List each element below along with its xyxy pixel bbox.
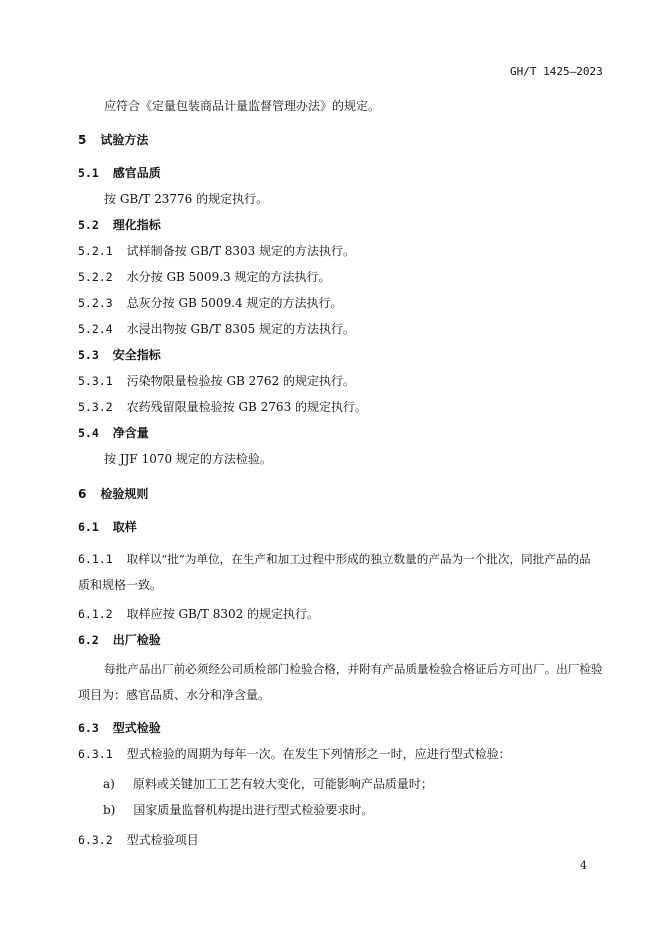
clause-number: 5.2.2 xyxy=(78,270,113,284)
section-number: 6.1 xyxy=(78,520,99,534)
clause-number: 5.3.2 xyxy=(78,400,113,414)
list-marker: a) xyxy=(103,777,115,791)
list-text: 原料或关键加工工艺有较大变化，可能影响产品质量时； xyxy=(132,777,433,791)
clause-text: 型式检验的周期为每年一次。在发生下列情形之一时，应进行型式检验： xyxy=(126,747,511,761)
clause-5-2-4 xyxy=(78,321,355,337)
clause-text: 总灰分按 GB 5009.4 规定的方法执行。 xyxy=(126,296,343,310)
section-number: 5 xyxy=(78,133,87,147)
section-number: 5.4 xyxy=(78,426,99,440)
section-title: 感官品质 xyxy=(112,166,161,180)
clause-number: 5.2.3 xyxy=(78,296,113,310)
section-heading-6-3 xyxy=(78,720,161,736)
clause-text: 水浸出物按 GB/T 8305 规定的方法执行。 xyxy=(126,322,356,336)
clause-5-2-1 xyxy=(78,243,355,259)
list-item-a xyxy=(103,776,433,792)
section-title: 试验方法 xyxy=(100,133,149,147)
section-heading-6 xyxy=(78,486,148,502)
section-heading-5-2 xyxy=(78,217,161,233)
section-heading-6-2 xyxy=(78,632,161,648)
section-title: 安全指标 xyxy=(112,348,161,362)
paragraph: 每批产品出厂前必须经公司质检部门检验合格，并附有产品质量检验合格证后方可出厂。出厂检验 xyxy=(104,662,603,676)
section-heading-5-4 xyxy=(78,425,149,441)
clause-number: 5.2.4 xyxy=(78,322,113,336)
list-item-b xyxy=(103,802,373,818)
section-number: 5.2 xyxy=(78,218,99,232)
clause-number: 5.3.1 xyxy=(78,374,113,388)
clause-number: 6.3.1 xyxy=(78,747,113,761)
clause-number: 6.3.2 xyxy=(78,833,113,847)
clause-number: 6.1.2 xyxy=(78,607,113,621)
clause-text: 水分按 GB 5009.3 规定的方法执行。 xyxy=(126,270,331,284)
section-title: 理化指标 xyxy=(112,218,161,232)
clause-6-3-1 xyxy=(78,746,511,762)
clause-continuation: 质和规格一致。 xyxy=(78,578,163,592)
doc-code-header: GH/T 1425—2023 xyxy=(510,65,603,78)
clause-number: 5.2.1 xyxy=(78,244,113,258)
clause-text: 农药残留限量检验按 GB 2763 的规定执行。 xyxy=(126,400,368,414)
list-text: 国家质量监督机构提出进行型式检验要求时。 xyxy=(133,803,374,817)
section-title: 型式检验 xyxy=(112,721,161,735)
section-title: 取样 xyxy=(112,520,137,534)
section-number: 5.1 xyxy=(78,166,99,180)
list-marker: b) xyxy=(103,803,116,817)
paragraph: 按 JJF 1070 规定的方法检验。 xyxy=(104,452,272,466)
clause-text: 型式检验项目 xyxy=(126,833,199,847)
section-number: 6.2 xyxy=(78,633,99,647)
clause-6-1-2 xyxy=(78,606,319,622)
section-title: 净含量 xyxy=(112,426,149,440)
clause-6-3-2 xyxy=(78,832,199,848)
section-heading-6-1 xyxy=(78,519,137,535)
clause-5-3-1 xyxy=(78,373,355,389)
section-heading-5-1 xyxy=(78,165,161,181)
paragraph: 按 GB/T 23776 的规定执行。 xyxy=(104,192,269,206)
clause-text: 污染物限量检验按 GB 2762 的规定执行。 xyxy=(126,374,356,388)
clause-5-2-3 xyxy=(78,295,342,311)
paragraph: 应符合《定量包装商品计量监督管理办法》的规定。 xyxy=(104,99,381,113)
section-number: 6 xyxy=(78,487,87,501)
clause-5-3-2 xyxy=(78,399,367,415)
section-heading-5-3 xyxy=(78,347,161,363)
section-number: 5.3 xyxy=(78,348,99,362)
clause-5-2-2 xyxy=(78,269,330,285)
paragraph-continuation: 项目为：感官品质、水分和净含量。 xyxy=(78,688,271,702)
page-number: 4 xyxy=(580,859,587,872)
section-title: 出厂检验 xyxy=(112,633,161,647)
section-heading-5 xyxy=(78,132,148,148)
section-title: 检验规则 xyxy=(100,487,149,501)
clause-6-1-1 xyxy=(78,551,591,567)
clause-text: 取样以“批”为单位，在生产和加工过程中形成的独立数量的产品为一个批次，同批产品的品 xyxy=(126,552,591,566)
section-number: 6.3 xyxy=(78,721,99,735)
clause-text: 取样应按 GB/T 8302 的规定执行。 xyxy=(126,607,320,621)
clause-number: 6.1.1 xyxy=(78,552,113,566)
clause-text: 试样制备按 GB/T 8303 规定的方法执行。 xyxy=(126,244,356,258)
